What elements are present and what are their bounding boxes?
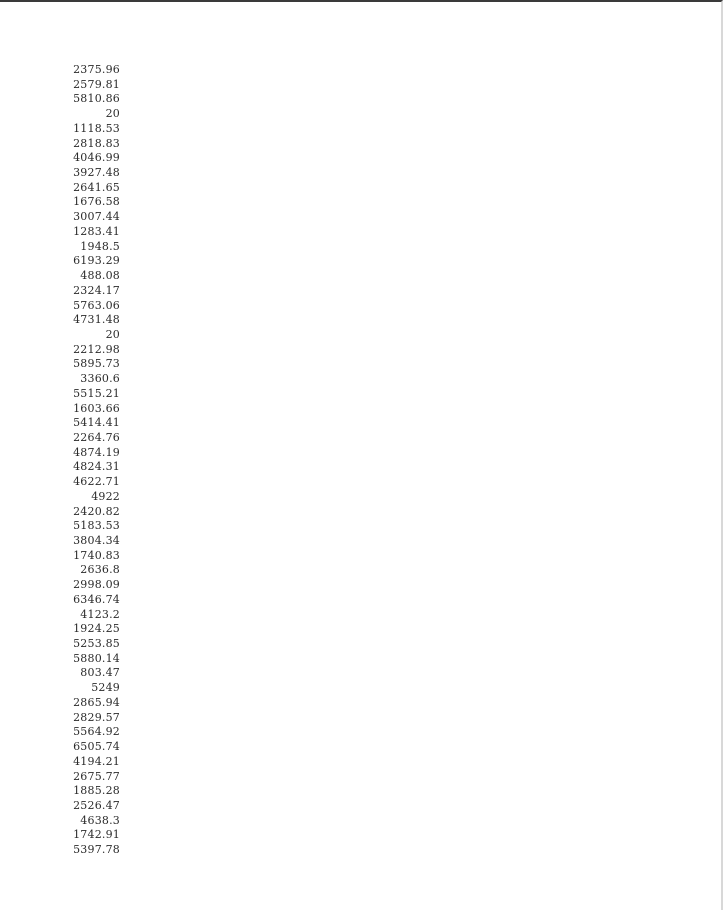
value-row: 4922: [91, 489, 120, 503]
value-row: 2829.57: [73, 710, 120, 724]
value-row: 5810.86: [73, 92, 120, 106]
value-row: 1676.58: [73, 195, 120, 209]
value-row: 5515.21: [73, 386, 120, 400]
value-row: 4824.31: [73, 460, 120, 474]
value-row: 5414.41: [73, 416, 120, 430]
value-row: 2324.17: [73, 283, 120, 297]
value-row: 5895.73: [73, 357, 120, 371]
value-row: 5253.85: [73, 637, 120, 651]
value-row: 2865.94: [73, 695, 120, 709]
value-row: 20: [105, 327, 120, 341]
value-row: 6346.74: [73, 592, 120, 606]
value-row: 2212.98: [73, 342, 120, 356]
value-row: 1740.83: [73, 548, 120, 562]
value-row: 4874.19: [73, 445, 120, 459]
value-row: 488.08: [80, 269, 120, 283]
value-row: 4046.99: [73, 151, 120, 165]
value-row: 1283.41: [73, 224, 120, 238]
value-row: 2641.65: [73, 180, 120, 194]
value-row: 803.47: [80, 666, 120, 680]
value-row: 2675.77: [73, 769, 120, 783]
value-row: 1603.66: [73, 401, 120, 415]
value-row: 2526.47: [73, 798, 120, 812]
value-row: 1948.5: [80, 239, 120, 253]
value-row: 5564.92: [73, 725, 120, 739]
value-row: 5880.14: [73, 651, 120, 665]
value-row: 2264.76: [73, 430, 120, 444]
value-row: 1742.91: [73, 828, 120, 842]
value-row: 5249: [91, 681, 120, 695]
value-row: 4622.71: [73, 475, 120, 489]
value-row: 20: [105, 107, 120, 121]
value-row: 3360.6: [80, 372, 120, 386]
value-row: 2998.09: [73, 578, 120, 592]
value-row: 3804.34: [73, 534, 120, 547]
value-row: 5763.06: [73, 298, 120, 312]
value-row: 2818.83: [73, 136, 120, 150]
value-row: 3927.48: [73, 166, 120, 180]
value-row: 2579.81: [73, 77, 120, 91]
value-row: 4731.48: [73, 313, 120, 327]
value-column: [64, 63, 120, 858]
value-row: 4194.21: [73, 754, 120, 768]
value-row: 2420.82: [73, 504, 120, 518]
value-row: 3007.44: [73, 210, 120, 224]
value-row: 2375.96: [73, 63, 120, 76]
value-row: 6505.74: [73, 740, 120, 754]
value-row: 4638.3: [80, 813, 120, 827]
value-row: 1118.53: [73, 121, 120, 135]
value-row: 4123.2: [80, 607, 120, 621]
value-row: 5183.53: [73, 519, 120, 533]
value-row: 2636.8: [80, 563, 120, 577]
value-row: 1924.25: [73, 622, 120, 636]
value-row: 5397.78: [73, 843, 120, 857]
value-row: 6193.29: [73, 254, 120, 268]
value-row: 1885.28: [73, 784, 120, 798]
